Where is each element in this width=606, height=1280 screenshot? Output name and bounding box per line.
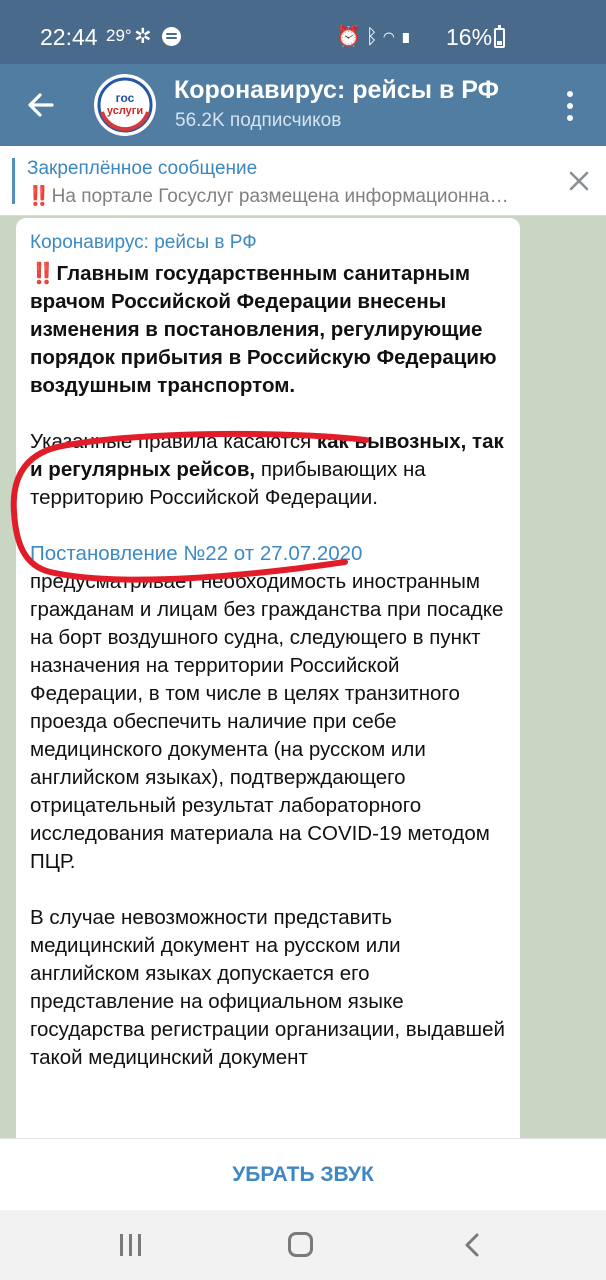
battery-icon [494, 28, 505, 48]
message-headline: ‼️ Главным государственным санитарным врачом Российской Федерации внесены изменения в постановления, регулирующие порядок прибытия в Российскую Федерацию воздушным транспортом. [30, 262, 497, 397]
recent-apps-icon[interactable] [120, 1234, 142, 1256]
battery-percent: 16% [446, 24, 493, 50]
message-author[interactable]: Коронавирус: рейсы в РФ [30, 232, 257, 253]
home-icon[interactable] [288, 1232, 313, 1257]
message-body [30, 260, 515, 1100]
message-bubble[interactable] [16, 218, 520, 1158]
pinned-message-bar[interactable] [0, 146, 606, 216]
double-exclamation-icon: ‼️ [30, 262, 53, 285]
avatar-text-uslugi: услуги [106, 105, 144, 117]
channel-title[interactable]: Коронавирус: рейсы в РФ [174, 76, 499, 104]
message-paragraph-decree: Постановление №22 от 27.07.2020 предусматривает необходимость иностранным гражданам и лицам без гражданства при посадке на борт воздушного судна, следующего в пункт назначения на территории Российской Федерации, в том числе в целях транзитного проезда обеспечить наличие при себе медицинского документа (на русском или английском языках), подтверждающего отрицательный результат лабораторного исследования материала на COVID-19 методом ПЦР. [30, 542, 504, 873]
mute-button[interactable]: УБРАТЬ ЗВУК [232, 1163, 374, 1186]
system-nav-bar [0, 1210, 606, 1280]
message-paragraph-rules: Указанные правила касаются как вывозных, так и регулярных рейсов, прибывающих на территорию Российской Федерации. [30, 430, 504, 509]
app-bar [0, 64, 606, 146]
spotify-icon [162, 27, 181, 46]
back-arrow-icon[interactable] [22, 86, 60, 124]
more-vertical-icon[interactable] [558, 88, 582, 124]
pinned-preview [27, 184, 547, 208]
alarm-icon: ⏰ [336, 26, 366, 48]
channel-subscribers: 56.2K подписчиков [175, 110, 342, 131]
avatar-text-gos: гос [115, 91, 135, 105]
pinned-preview-text: На портале Госуслуг размещена информационна… [51, 186, 509, 207]
channel-avatar[interactable] [94, 74, 156, 136]
pinned-accent-line [12, 158, 15, 204]
bottom-action-bar [0, 1138, 606, 1210]
close-icon[interactable] [566, 168, 592, 194]
bluetooth-icon: ᛒ [365, 26, 383, 48]
signal-icon: ▮ [399, 26, 417, 48]
status-temperature: 29° [106, 26, 132, 45]
double-exclamation-icon: ‼️ [27, 186, 48, 207]
status-bar [0, 0, 606, 64]
fan-icon: ✲ [134, 25, 152, 48]
status-time: 22:44 [40, 24, 98, 50]
pinned-title: Закреплённое сообщение [27, 158, 258, 179]
decree-link[interactable]: Постановление №22 от 27.07.2020 [30, 542, 363, 565]
message-paragraph-exception: В случае невозможности представить медицинский документ на русском или английском языках допускается его представление на официальном языке государства регистрации организации, выдавшей такой медицинский документ [30, 906, 505, 1069]
nav-back-icon[interactable] [460, 1232, 486, 1258]
wifi-icon: ◠ [382, 26, 400, 48]
